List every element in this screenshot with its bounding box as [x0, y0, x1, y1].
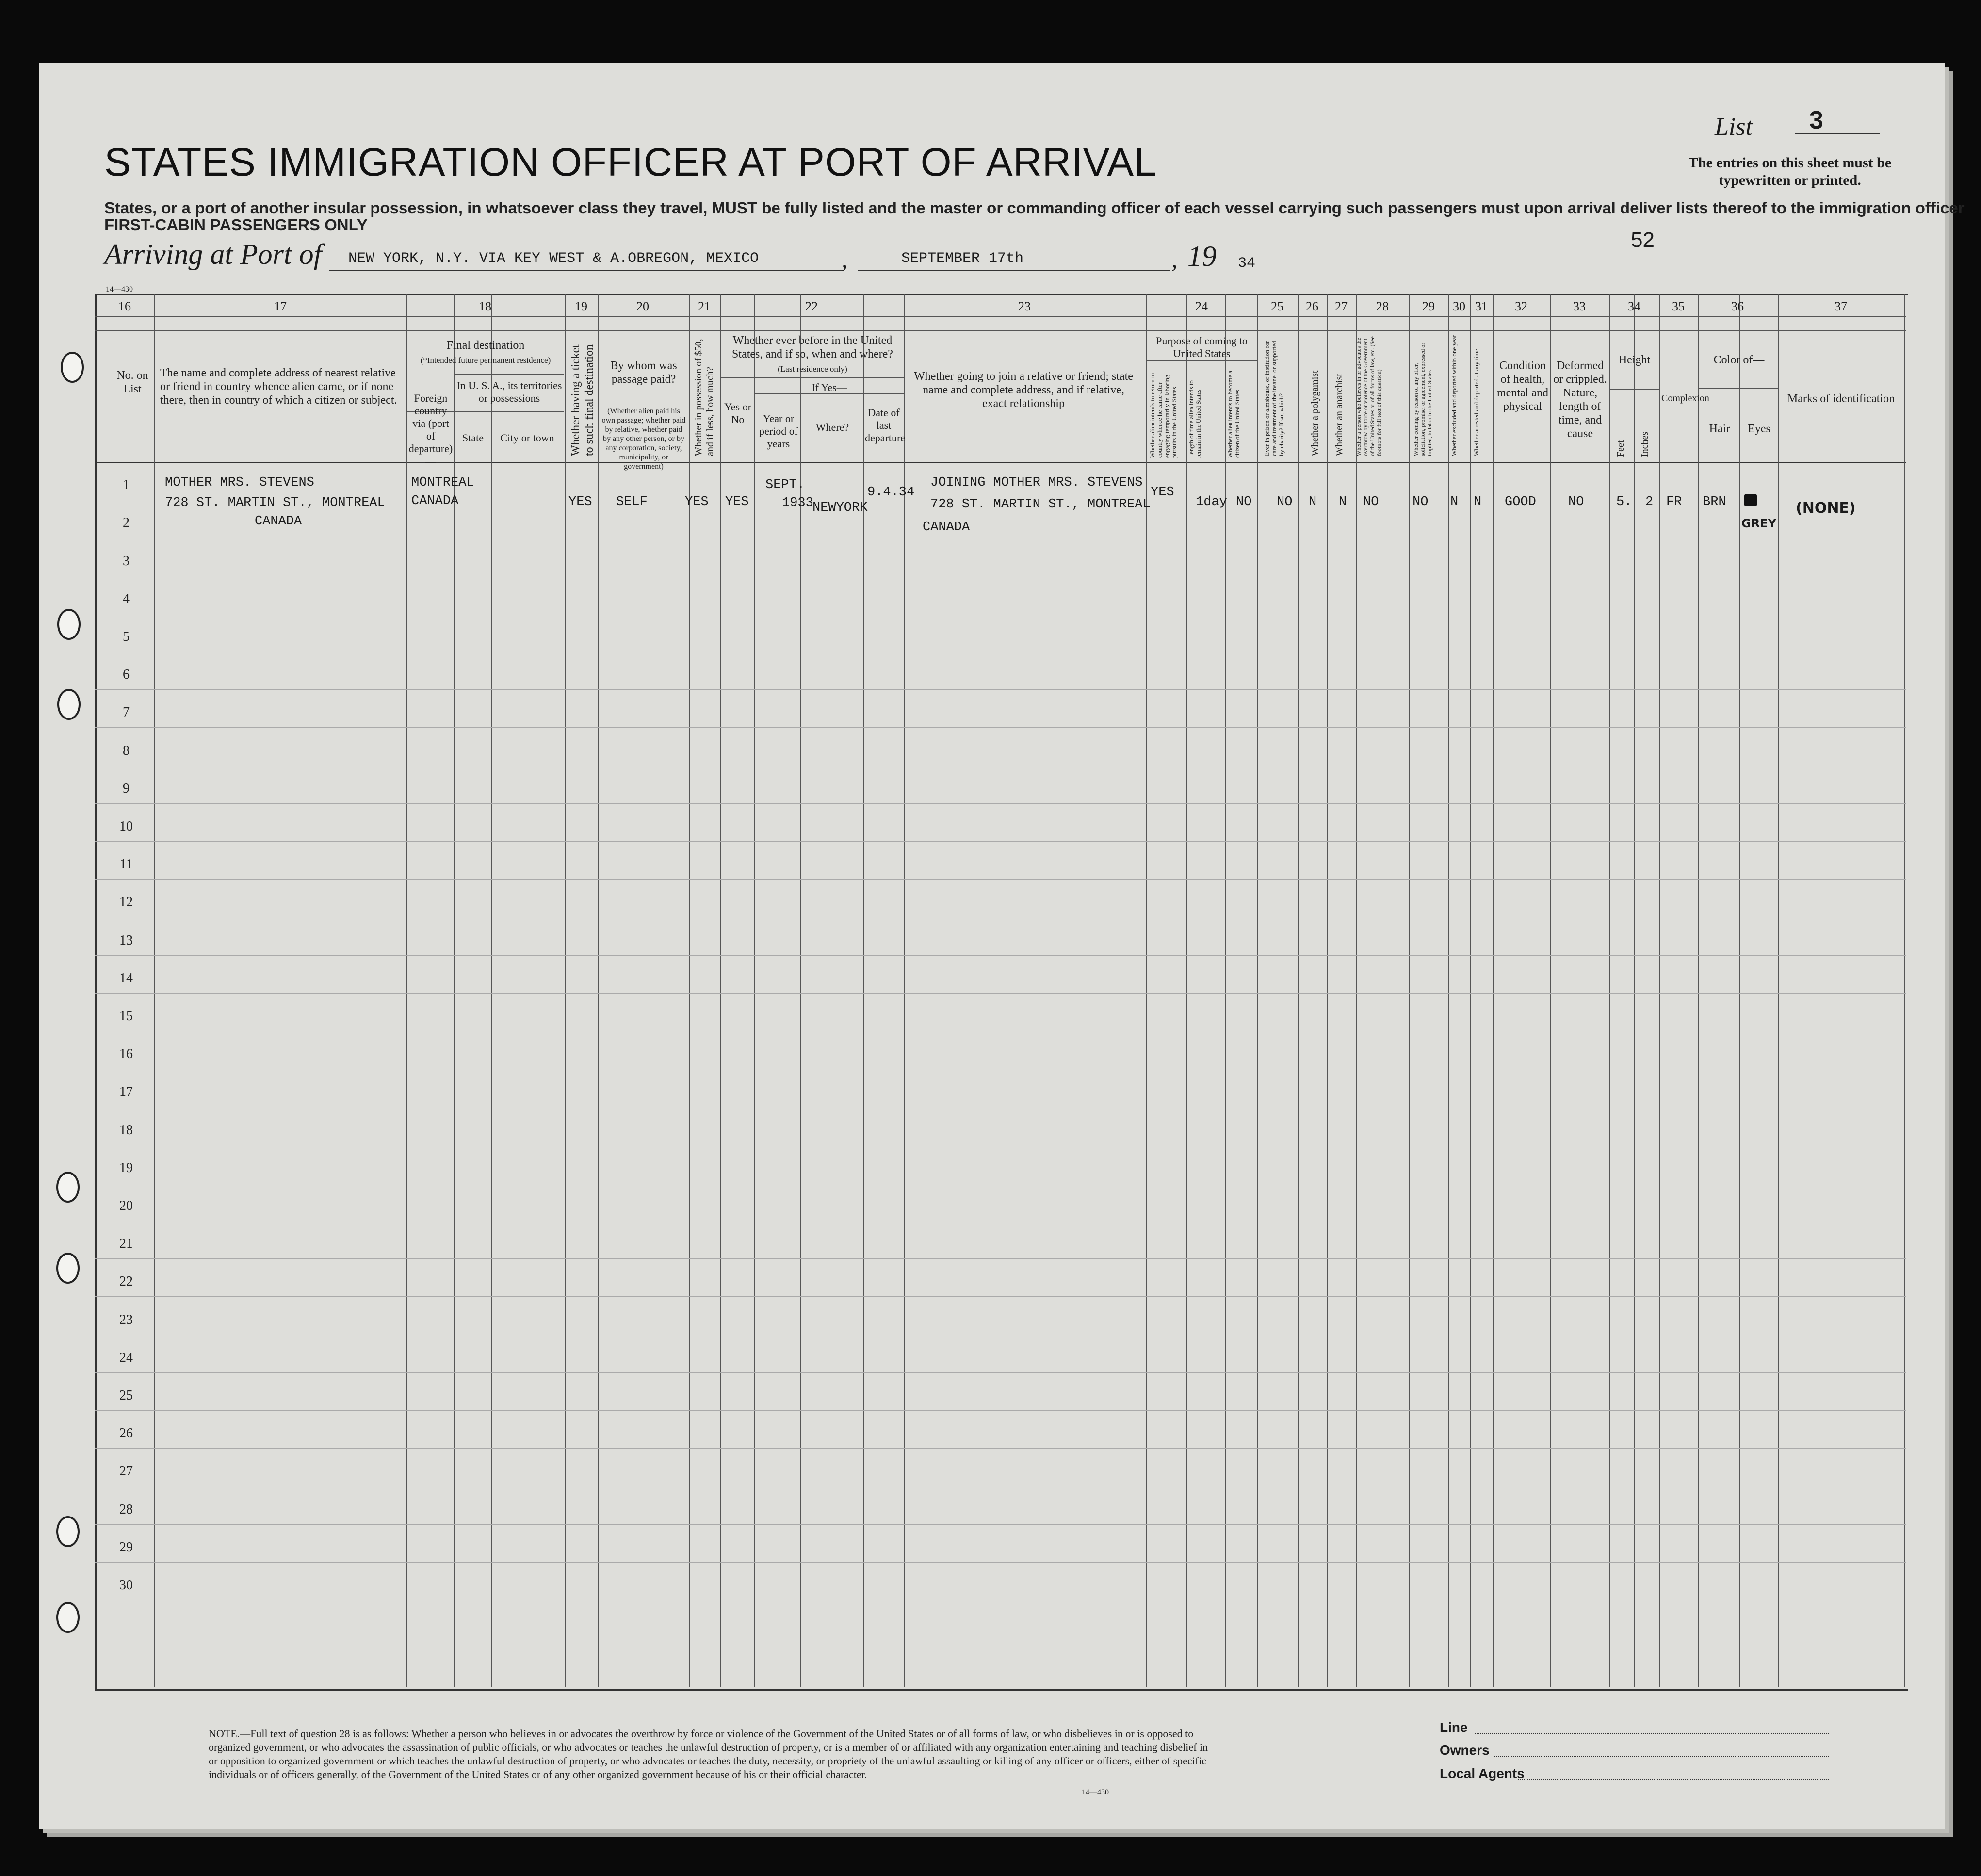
row-number: 20	[119, 1198, 133, 1213]
column-number: 20	[636, 299, 649, 313]
joining-address: 728 ST. MARTIN ST., MONTREAL	[930, 497, 1151, 512]
row-number: 7	[123, 705, 130, 720]
row-number: 13	[119, 932, 133, 948]
inches-value: 2	[1645, 495, 1654, 509]
arrested-value: N	[1474, 495, 1482, 509]
line-label: Line	[1440, 1720, 1468, 1735]
foreign-country: CANADA	[411, 494, 459, 508]
subheader-rule	[1609, 389, 1659, 390]
list-label: List	[1715, 113, 1753, 141]
comma: ,	[842, 245, 848, 273]
marks-value: (NONE)	[1796, 500, 1856, 517]
row-rule	[95, 1562, 1906, 1563]
column-number: 35	[1672, 299, 1685, 313]
row-rule	[95, 1296, 1906, 1297]
owners-signature-line	[1494, 1756, 1829, 1757]
column-number: 22	[805, 299, 818, 313]
form-number: 14—430	[1082, 1788, 1109, 1796]
page-title: STATES IMMIGRATION OFFICER AT PORT OF ARRIVAL	[104, 140, 1157, 184]
row-number: 10	[119, 819, 133, 834]
relative-address: 728 ST. MARTIN ST., MONTREAL	[165, 496, 385, 510]
header-intends-return: Whether alien intends to return to country whence he came after engaging temporarily in laboring pursuits in the United States	[1149, 373, 1178, 458]
row-number: 12	[119, 895, 133, 910]
punch-hole	[61, 352, 84, 383]
joining-name: JOINING MOTHER MRS. STEVENS	[930, 475, 1143, 490]
header-height: Height	[1618, 354, 1651, 366]
polygamist-value: N	[1309, 495, 1317, 509]
column-rule	[598, 294, 599, 1687]
departure-date-value: 9.4.34	[867, 485, 915, 500]
header-passage-note: (Whether alien paid his own passage; whether paid by relative, whether paid by any other person, or by any corporation, society, municipality, or government)	[601, 407, 686, 471]
instructions-text: States, or a port of another insular possession, in whatsoever class they travel, MUST be fully listed and the master or commanding officer of each vessel carrying such passengers must upon arrival deliver lists thereof to the immigration officer	[104, 199, 1965, 217]
date-underline	[858, 270, 1170, 271]
column-rule	[1186, 294, 1187, 1687]
column-number: 34	[1628, 299, 1640, 313]
column-rule	[1634, 294, 1635, 1687]
column-number: 23	[1018, 299, 1031, 313]
row-rule	[95, 955, 1906, 956]
row-rule	[95, 689, 1906, 690]
prison-value: NO	[1277, 495, 1293, 509]
column-number: 27	[1335, 299, 1348, 313]
row-number: 4	[123, 591, 130, 606]
row-number: 9	[123, 781, 130, 796]
header-final-destination: Final destination	[446, 339, 525, 352]
column-rule	[565, 294, 566, 1687]
row-number: 3	[123, 553, 130, 569]
year-prefix: 19	[1187, 240, 1217, 272]
header-arrested: Whether arrested and deported at any time	[1473, 349, 1480, 456]
header-anarchist: Whether an anarchist	[1334, 374, 1345, 456]
feet-value: 5.	[1616, 495, 1632, 509]
column-number: 21	[698, 299, 711, 313]
row-rule	[95, 727, 1906, 728]
ticket-value: YES	[568, 495, 592, 509]
column-number: 16	[118, 299, 131, 313]
relative-name: MOTHER MRS. STEVENS	[165, 475, 314, 490]
line-signature-line	[1475, 1733, 1829, 1734]
column-rule	[406, 294, 407, 1687]
entries-note: The entries on this sheet must be typewritten or printed.	[1688, 155, 1892, 188]
punch-hole	[57, 689, 81, 720]
arrival-date: SEPTEMBER 17th	[901, 250, 1024, 267]
column-number: 18	[479, 299, 491, 313]
intends-return-value: YES	[1151, 485, 1174, 500]
row-number: 11	[119, 857, 133, 872]
year-value-line2: 1933	[782, 496, 813, 510]
column-rule	[1659, 294, 1660, 1687]
row-rule	[95, 1372, 1906, 1373]
row-number: 30	[119, 1578, 133, 1593]
header-if-yes: If Yes—	[812, 381, 847, 393]
header-fifty-dollars: Whether in possession of $50, and if less, how much?	[693, 339, 715, 456]
column-rule	[1904, 294, 1905, 1687]
column-number: 37	[1835, 299, 1847, 313]
anarchist-value: N	[1339, 495, 1347, 509]
subheader-rule	[720, 377, 904, 378]
punch-hole	[56, 1602, 80, 1633]
row-number: 21	[119, 1236, 133, 1252]
row-number: 2	[123, 515, 130, 531]
column-number: 19	[575, 299, 587, 313]
column-rule	[1778, 294, 1779, 1687]
row-number: 6	[123, 667, 130, 683]
header-passage-paid: By whom was passage paid?	[610, 359, 677, 386]
header-marks: Marks of identification	[1787, 392, 1895, 405]
column-rule	[1739, 294, 1740, 1687]
where-value: NEWYORK	[812, 501, 868, 515]
fifty-dollars-value: YES	[685, 495, 709, 509]
header-labor-offer: Whether coming by reason of any offer, solicitation, promise, or agreement, expressed or implied, to labor in the United States	[1413, 343, 1433, 456]
header-deformed: Deformed or crippled. Nature, length of time, and cause	[1553, 359, 1607, 440]
header-no-on-list: No. on List	[116, 369, 148, 395]
before-in-us-value: YES	[725, 495, 749, 509]
row-rule	[95, 1448, 1906, 1449]
arriving-label: Arriving at Port of	[104, 238, 322, 270]
row-number: 24	[119, 1350, 133, 1365]
header-final-destination-note: (*Intended future permanent residence)	[420, 356, 551, 365]
header-ticket: Whether having a ticket to such final destination	[569, 344, 596, 456]
column-rule	[1698, 294, 1699, 1687]
port-underline	[329, 270, 843, 271]
header-where: Where?	[815, 421, 849, 433]
column-rule	[720, 294, 721, 1687]
header-prison: Ever in prison or almshouse, or institution for care and treatment of the insane, or supported by charity? If so, which?	[1263, 341, 1285, 456]
column-rule	[1550, 294, 1551, 1687]
header-complexion: Complexion	[1661, 393, 1709, 404]
column-rule	[154, 294, 155, 1687]
row-rule	[95, 1524, 1906, 1525]
passenger-class: FIRST-CABIN PASSENGERS ONLY	[104, 216, 368, 234]
header-in-usa: In U. S. A., its territories or possessions	[456, 379, 562, 404]
header-year-or-period: Year or period of years	[759, 412, 798, 450]
column-number: 24	[1195, 299, 1208, 313]
column-rule	[1609, 294, 1610, 1687]
header-date-last-departure: Date of last departure	[865, 407, 906, 444]
health-value: GOOD	[1505, 495, 1536, 509]
column-number: 33	[1573, 299, 1586, 313]
row-number: 15	[119, 1009, 133, 1024]
row-number: 8	[123, 743, 130, 758]
row-number: 14	[119, 970, 133, 986]
comma: ,	[1171, 245, 1178, 273]
header-state: State	[462, 432, 484, 444]
punch-hole	[57, 609, 81, 640]
column-rule	[1493, 294, 1494, 1687]
column-number: 32	[1515, 299, 1527, 313]
column-number: 36	[1731, 299, 1744, 313]
column-number: 31	[1475, 299, 1488, 313]
header-last-residence: (Last residence only)	[778, 364, 847, 374]
row-number: 26	[119, 1426, 133, 1441]
column-number: 17	[274, 299, 287, 313]
top-form-number: 14—430	[106, 285, 133, 294]
column-rule	[904, 294, 905, 1687]
header-length-of-stay: Length of time alien intends to remain in the United States	[1187, 380, 1202, 458]
row-number: 19	[119, 1160, 133, 1175]
header-ever-before-in-us: Whether ever before in the United States, and if so, when and where?	[732, 334, 893, 360]
header-excluded: Whether excluded and deported within one year	[1450, 335, 1458, 456]
row-number: 16	[119, 1046, 133, 1062]
header-hair: Hair	[1709, 423, 1730, 435]
header-intends-citizen: Whether alien intends to become a citizen of the United States	[1226, 370, 1241, 458]
column-rule	[1257, 294, 1258, 1687]
row-number: 25	[119, 1388, 133, 1403]
header-yes-or-no: Yes or No	[724, 401, 751, 425]
column-number: 25	[1271, 299, 1283, 313]
header-city-or-town: City or town	[500, 432, 554, 444]
subheader-rule	[1698, 388, 1778, 389]
list-underline	[1795, 133, 1880, 134]
header-feet: Feet	[1615, 440, 1626, 457]
header-nearest-relative: The name and complete address of nearest relative or friend in country whence alien came, or if none there, then in country of which a citizen or subject.	[160, 367, 397, 407]
header-color-of: Color of—	[1713, 354, 1765, 366]
header-polygamist: Whether a polygamist	[1310, 370, 1320, 456]
row-rule	[95, 1258, 1906, 1259]
header-health: Condition of health, mental and physical	[1497, 359, 1548, 413]
column-rule	[1470, 294, 1471, 1687]
column-rule	[754, 294, 755, 1687]
row-number: 1	[123, 477, 130, 493]
punch-hole	[56, 1172, 80, 1203]
subheader-rule	[454, 374, 564, 375]
question-28-value: NO	[1363, 495, 1379, 509]
column-rule	[1298, 294, 1299, 1687]
column-rule	[1409, 294, 1410, 1687]
footnote-question-28: NOTE.—Full text of question 28 is as follows: Whether a person who believes in or advocates the overthrow by force or violence of the Government of the United States or of all forms of law, or who disbelieves in or is opposed to organized government, or who advocates the assassination of public officials, or who advocates or teaches the unlawful destruction of property, or is a member of or affiliated with any organization entertaining and teaching disbelief in or opposition to organized government or which teaches the unlawful destruction of property, or who advocates or teaches the duty, necessity, or propriety of the unlawful assaulting or killing of any officer or officers, either of specific individuals or of officers generally, of the Government of the United States or of any other organized government because of his or their official character.	[209, 1728, 1208, 1780]
row-number: 23	[119, 1312, 133, 1327]
column-rule	[1448, 294, 1449, 1687]
header-eyes: Eyes	[1748, 423, 1770, 435]
row-rule	[95, 1410, 1906, 1411]
foreign-port: MONTREAL	[411, 475, 474, 490]
agents-signature-line	[1518, 1779, 1829, 1780]
column-number: 29	[1422, 299, 1435, 313]
subheader-rule	[1146, 360, 1257, 361]
column-number: 26	[1306, 299, 1318, 313]
row-number: 28	[119, 1501, 133, 1517]
hair-value: BRN	[1703, 495, 1726, 509]
local-agents-label: Local Agents	[1440, 1766, 1525, 1781]
year-suffix: 34	[1238, 255, 1256, 272]
paid-by-value: SELF	[616, 495, 648, 509]
eyes-value: GREY	[1741, 517, 1776, 530]
port-of-arrival: NEW YORK, N.Y. VIA KEY WEST & A.OBREGON, MEXICO	[348, 250, 759, 267]
column-rule	[1327, 294, 1328, 1687]
row-number: 17	[119, 1084, 133, 1100]
deformed-value: NO	[1568, 495, 1584, 509]
complexion-value: FR	[1666, 495, 1682, 509]
column-rule	[1356, 294, 1357, 1687]
row-rule	[95, 879, 1906, 880]
row-rule	[95, 803, 1906, 804]
row-number: 27	[119, 1464, 133, 1479]
row-rule	[95, 841, 1906, 842]
header-question-28: Whether a person who believes in or advocates the overthrow by force or violence of the Government of the United States or of all forms of law, etc. (See footnote for full text of this question)	[1355, 336, 1382, 456]
header-purpose: Purpose of coming to United States	[1156, 335, 1248, 359]
row-number: 22	[119, 1274, 133, 1289]
header-joining-relative: Whether going to join a relative or friend; state name and complete address, and if relative, exact relationship	[914, 370, 1133, 410]
column-number: 28	[1376, 299, 1389, 313]
punch-hole	[56, 1516, 80, 1547]
column-rule	[491, 294, 492, 1687]
row-number: 29	[119, 1539, 133, 1555]
punch-hole	[56, 1253, 80, 1284]
length-of-stay-value: 1day	[1196, 495, 1227, 509]
column-number: 30	[1453, 299, 1465, 313]
row-rule	[95, 993, 1906, 994]
list-number: 3	[1809, 106, 1823, 134]
relative-country: CANADA	[255, 514, 302, 529]
sheet-number: 52	[1631, 228, 1655, 252]
struck-out-mark	[1744, 494, 1757, 506]
labor-offer-value: NO	[1413, 495, 1429, 509]
joining-country: CANADA	[923, 520, 970, 535]
header-foreign-country: Foreign country via (port of departure)—	[408, 392, 453, 467]
header-inches: Inches	[1640, 431, 1650, 457]
owners-label: Owners	[1440, 1743, 1490, 1758]
row-number: 18	[119, 1122, 133, 1138]
year-value-line1: SEPT.	[765, 478, 805, 492]
excluded-value: N	[1450, 495, 1459, 509]
row-number: 5	[123, 629, 130, 644]
citizen-value: NO	[1236, 495, 1252, 509]
